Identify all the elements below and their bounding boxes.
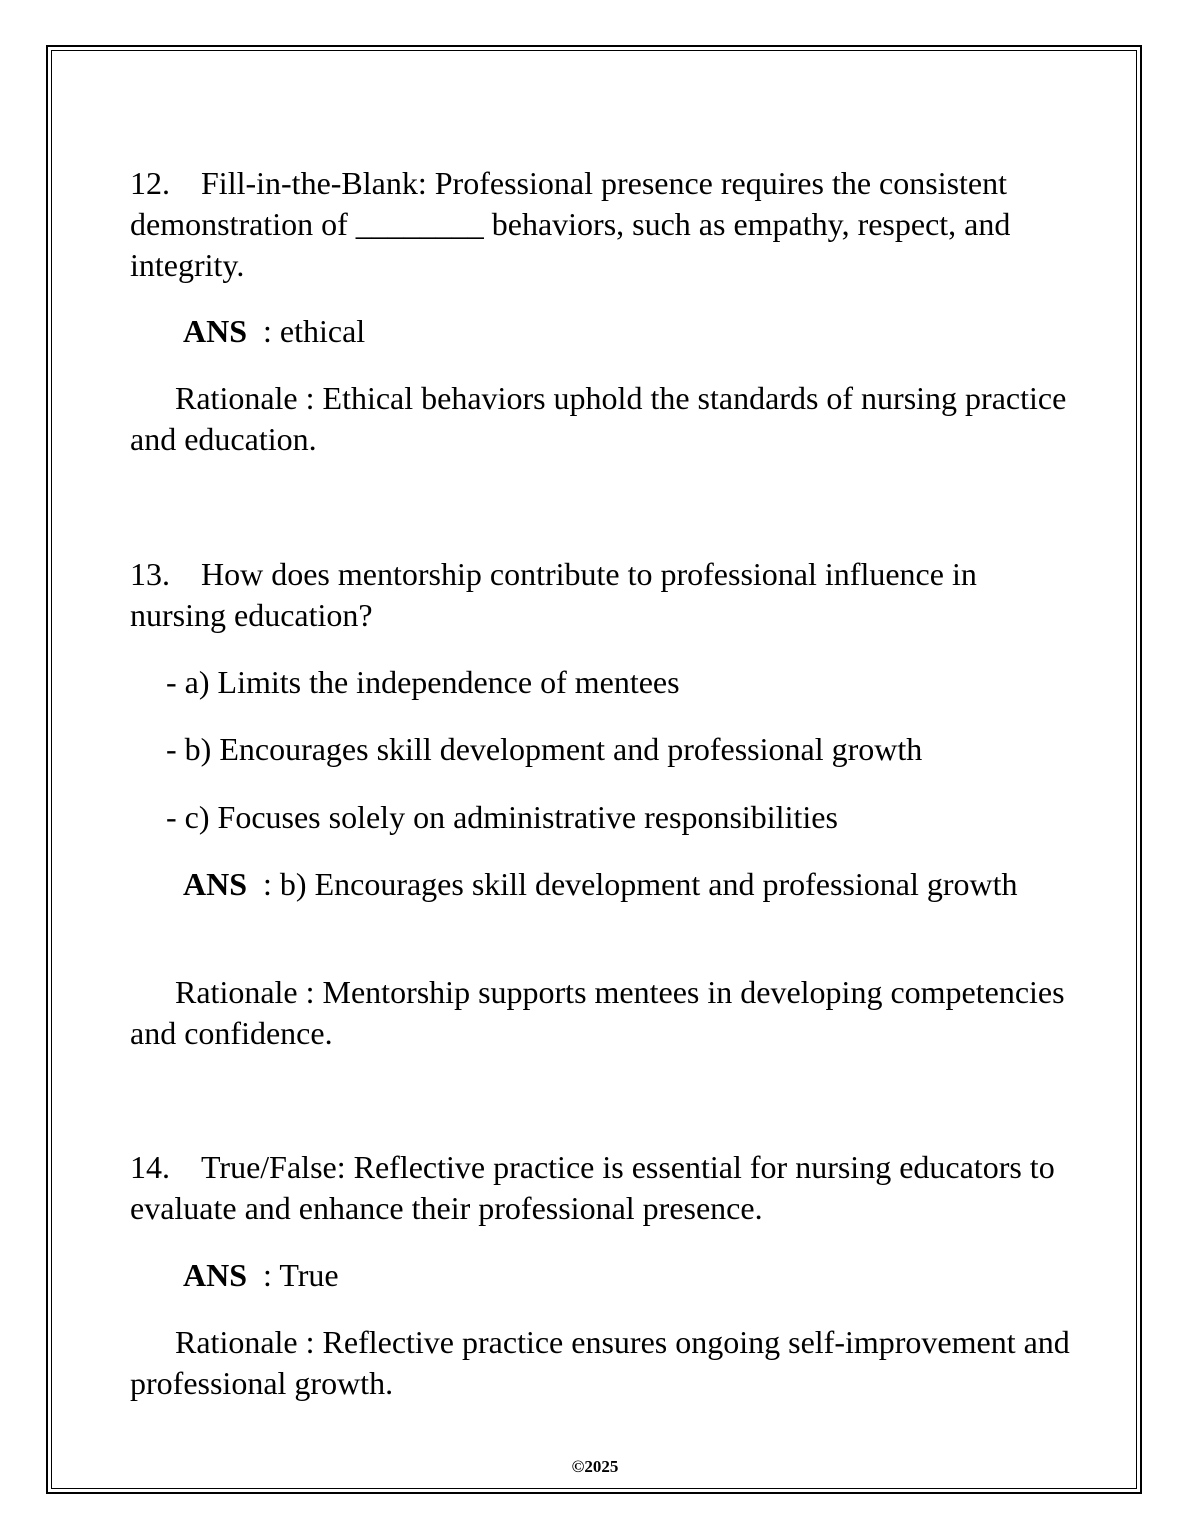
answer-label: ANS	[183, 866, 248, 902]
answer-text: : b) Encourages skill development and professional growth	[263, 866, 1018, 902]
copyright-footer: ©2025	[571, 1457, 619, 1476]
option-a: - a) Limits the independence of mentees	[166, 664, 680, 700]
answer-12	[130, 311, 1123, 352]
answer-text: : ethical	[263, 313, 366, 349]
option-b: - b) Encourages skill development and professional growth	[166, 731, 923, 767]
rationale-12: Rationale : Ethical behaviors uphold the standards of nursing practice and education.	[130, 380, 1067, 457]
question-13	[130, 554, 1070, 636]
question-number: 12.	[130, 165, 170, 201]
question-number: 14.	[130, 1149, 170, 1185]
answer-14	[130, 1255, 1123, 1296]
rationale-14: Rationale : Reflective practice ensures ongoing self-improvement and professional growth.	[130, 1324, 1070, 1401]
answer-text: : True	[263, 1257, 339, 1293]
question-14	[130, 1147, 1070, 1229]
question-text: How does mentorship contribute to professional influence in nursing education?	[130, 556, 977, 633]
question-text: True/False: Reflective practice is essential for nursing educators to evaluate and enhance their professional presence.	[130, 1149, 1055, 1226]
question-number: 13.	[130, 556, 170, 592]
question-12	[130, 163, 1070, 286]
rationale-13: Rationale : Mentorship supports mentees in developing competencies and confidence.	[130, 974, 1065, 1051]
option-c: - c) Focuses solely on administrative responsibilities	[166, 799, 838, 835]
question-text: Fill-in-the-Blank: Professional presence requires the consistent demonstration of ________ behaviors, such as empathy, respect, and integrity.	[130, 165, 1011, 283]
answer-label: ANS	[183, 313, 248, 349]
answer-label: ANS	[183, 1257, 248, 1293]
answer-13	[130, 864, 1070, 905]
